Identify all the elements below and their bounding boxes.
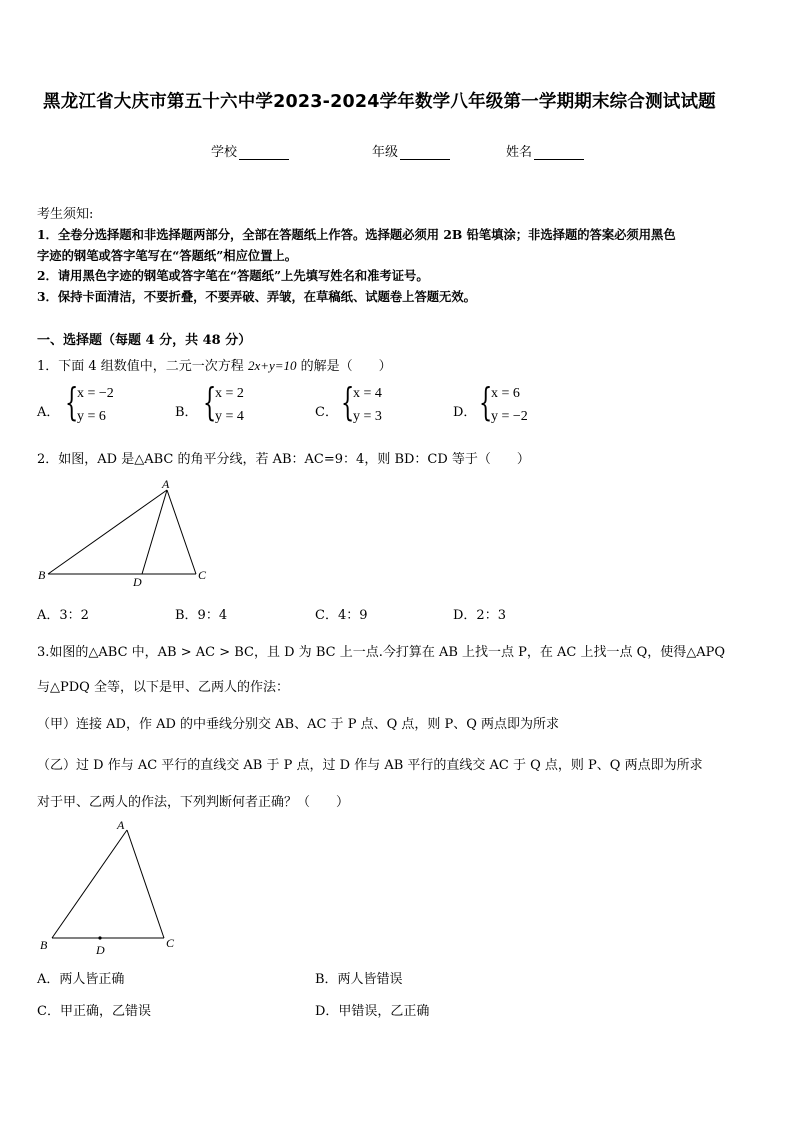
q2-option-b[interactable]: B．9：4 <box>175 608 228 623</box>
q3-option-d[interactable]: D．甲错误，乙正确 <box>315 1004 430 1019</box>
grade-field <box>372 141 450 160</box>
q3-point-d <box>98 936 101 939</box>
q1-option-d-label: D． <box>453 405 477 420</box>
q3-label-b: B <box>40 938 48 952</box>
brace-icon: { <box>341 380 355 424</box>
q1-stem-prefix: 1．下面 4 组数值中，二元一次方程 <box>37 359 248 374</box>
notice-line-4: 3．保持卡面清洁，不要折叠，不要弄破、弄皱，在草稿纸、试题卷上答题无效。 <box>37 289 476 304</box>
q3-line-1: 3.如图的△ABC 中，AB > AC > BC，且 D 为 BC 上一点.今打算在 AB 上找一点 P，在 AC 上找一点 Q，使得△APQ <box>37 645 726 660</box>
q1-equation: 2x+y=10 <box>247 358 297 373</box>
q3-option-a[interactable]: A．两人皆正确 <box>37 972 125 987</box>
q3-label-c: C <box>166 936 175 950</box>
q3-method-yi: （乙）过 D 作与 AC 平行的直线交 AB 于 P 点，过 D 作与 AB 平行的直线交 AC 于 Q 点，则 P、Q 两点即为所求 <box>37 758 703 773</box>
q1-option-b-eq1: x = 2 <box>215 386 244 401</box>
brace-icon: { <box>479 380 493 424</box>
q1-option-a-eq1: x = −2 <box>77 386 114 401</box>
notice-line-2: 字迹的钢笔或答字笔写在“答题纸”相应位置上。 <box>37 248 298 263</box>
q1-stem <box>37 355 392 374</box>
q2-triangle-figure <box>30 475 220 590</box>
q1-option-a-label: A． <box>37 405 60 420</box>
q2-label-d: D <box>133 575 142 589</box>
school-field <box>211 141 289 160</box>
q1-option-a-eq2: y = 6 <box>77 409 106 424</box>
q1-option-b-label: B． <box>175 405 198 420</box>
q3-option-c[interactable]: C．甲正确，乙错误 <box>37 1004 151 1019</box>
notice-line-3: 2．请用黑色字迹的钢笔或答字笔在“答题纸”上先填写姓名和准考证号。 <box>37 268 429 283</box>
q1-option-c-eq2: y = 3 <box>353 409 382 424</box>
q3-label-a: A <box>117 818 125 832</box>
grade-label: 年级 <box>372 145 399 160</box>
q1-option-d-eq1: x = 6 <box>491 386 520 401</box>
q2-side-ab <box>48 490 167 574</box>
q2-label-a: A <box>162 477 170 491</box>
notice-heading: 考生须知: <box>37 207 94 222</box>
name-field <box>506 141 584 160</box>
name-label: 姓名 <box>506 145 533 160</box>
grade-blank[interactable] <box>400 145 450 160</box>
q3-side-ac <box>127 830 164 938</box>
section-heading: 一、选择题（每题 4 分，共 48 分） <box>37 333 252 348</box>
q1-option-c-eq1: x = 4 <box>353 386 382 401</box>
brace-icon: { <box>65 380 79 424</box>
q2-segment-ad <box>142 490 167 574</box>
school-label: 学校 <box>211 145 238 160</box>
q3-question: 对于甲、乙两人的作法，下列判断何者正确？（ ） <box>37 795 350 810</box>
brace-icon: { <box>203 380 217 424</box>
q1-option-b-eq2: y = 4 <box>215 409 244 424</box>
name-blank[interactable] <box>534 145 584 160</box>
school-blank[interactable] <box>239 145 289 160</box>
q2-stem: 2．如图，AD 是△ABC 的角平分线，若 AB：AC=9：4，则 BD：CD 等于（ ） <box>37 452 530 467</box>
notice-line-1: 1．全卷分选择题和非选择题两部分，全部在答题纸上作答。选择题必须用 2B 铅笔填涂；非选择题的答案必须用黑色 <box>37 227 676 242</box>
q3-label-d: D <box>96 943 105 957</box>
q3-option-b[interactable]: B．两人皆错误 <box>315 972 403 987</box>
q2-label-c: C <box>198 568 207 582</box>
q3-method-jia: （甲）连接 AD，作 AD 的中垂线分别交 AB、AC 于 P 点、Q 点，则 P、Q 两点即为所求 <box>37 717 560 732</box>
q2-option-c[interactable]: C．4：9 <box>315 608 368 623</box>
q2-label-b: B <box>38 568 46 582</box>
q3-side-ab <box>52 830 127 938</box>
q1-option-c-label: C． <box>315 405 338 420</box>
q3-triangle-figure <box>30 815 190 960</box>
q1-option-d-eq2: y = −2 <box>491 409 528 424</box>
page-title: 黑龙江省大庆市第五十六中学2023-2024学年数学八年级第一学期期末综合测试试题 <box>43 92 716 112</box>
q2-option-a[interactable]: A．3：2 <box>37 608 89 623</box>
q2-side-ac <box>167 490 196 574</box>
q1-stem-suffix: 的解是（ ） <box>296 359 392 374</box>
q3-line-2: 与△PDQ 全等，以下是甲、乙两人的作法： <box>37 680 289 695</box>
q2-option-d[interactable]: D．2：3 <box>453 608 506 623</box>
